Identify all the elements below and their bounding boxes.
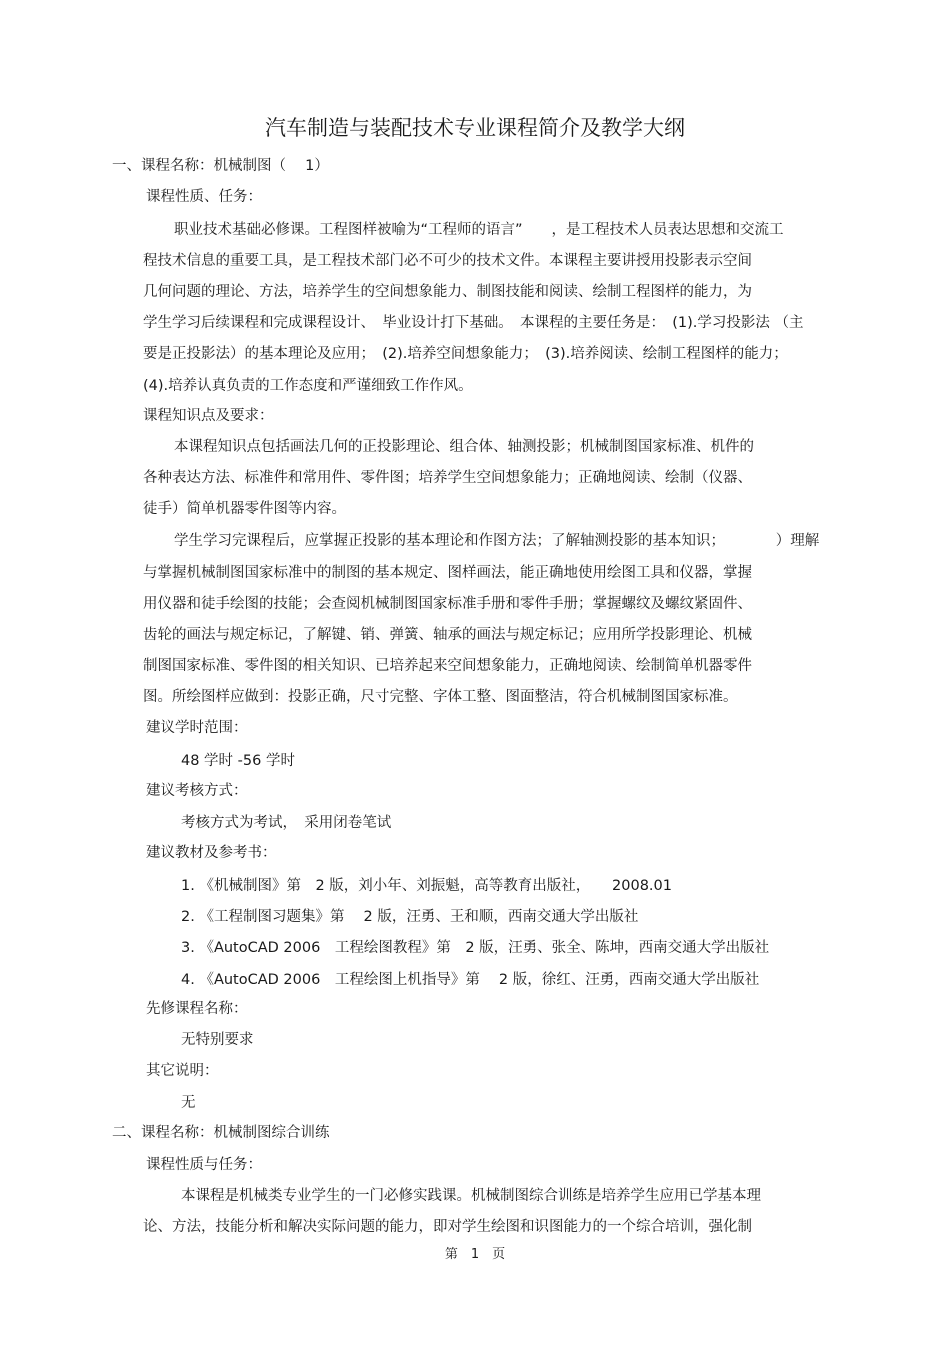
field-label: 课程知识点及要求： bbox=[143, 408, 274, 424]
paragraph-line: 制图国家标准、零件图的相关知识、已培养起来空间想象能力，正确地阅读、绘制简单机器零件 bbox=[143, 658, 752, 674]
field-label: 课程性质、任务： bbox=[146, 189, 262, 205]
paragraph-line: 徒手）简单机器零件图等内容。 bbox=[143, 501, 346, 517]
paragraph-line: 与掌握机械制图国家标准中的制图的基本规定、图样画法，能正确地使用绘图工具和仪器，掌握 bbox=[143, 565, 752, 581]
field-label: 先修课程名称： bbox=[146, 1001, 248, 1017]
reference-book: 2. 《工程制图习题集》第 2 版，汪勇、王和顺，西南交通大学出版社 bbox=[181, 909, 639, 925]
paragraph-line: 几何问题的理论、方法，培养学生的空间想象能力、制图技能和阅读、绘制工程图样的能力，为 bbox=[143, 284, 752, 300]
field-label: 其它说明： bbox=[146, 1063, 219, 1079]
paragraph-line: 用仪器和徒手绘图的技能；会查阅机械制图国家标准手册和零件手册；掌握螺纹及螺纹紧固件、 bbox=[143, 596, 752, 612]
paragraph-line: 论、方法，技能分析和解决实际问题的能力，即对学生绘图和识图能力的一个综合培训，强化制 bbox=[143, 1219, 752, 1235]
paragraph-line: 齿轮的画法与规定标记，了解键、销、弹簧、轴承的画法与规定标记；应用所学投影理论、机械 bbox=[143, 627, 752, 643]
field-label: 建议教材及参考书： bbox=[146, 845, 277, 861]
paragraph-line: 要是正投影法）的基本理论及应用； (2).培养空间想象能力； (3).培养阅读、绘制工程图样的能力； bbox=[143, 346, 788, 362]
paragraph-line: 本课程知识点包括画法几何的正投影理论、组合体、轴测投影；机械制图国家标准、机件的 bbox=[174, 439, 754, 455]
paragraph-line: 各种表达方法、标准件和常用件、零件图；培养学生空间想象能力；正确地阅读、绘制（仪器、 bbox=[143, 470, 752, 486]
paragraph-line: 程技术信息的重要工具，是工程技术部门必不可少的技术文件。本课程主要讲授用投影表示空间 bbox=[143, 253, 752, 269]
field-value: 48 学时 -56 学时 bbox=[181, 753, 295, 769]
paragraph-line: 图。所绘图样应做到：投影正确，尺寸完整、字体工整、图面整洁，符合机械制图国家标准。 bbox=[143, 689, 738, 705]
reference-book: 4. 《AutoCAD 2006 工程绘图上机指导》第 2 版，徐红、汪勇，西南交通大学出版社 bbox=[181, 972, 760, 988]
field-label: 建议考核方式： bbox=[146, 783, 248, 799]
field-value: 考核方式为考试， 采用闭卷笔试 bbox=[181, 815, 392, 831]
field-label: 课程性质与任务： bbox=[146, 1157, 262, 1173]
field-value: 无特别要求 bbox=[181, 1032, 254, 1048]
section-heading: 二、课程名称：机械制图综合训练 bbox=[112, 1125, 330, 1141]
paragraph-line: 学生学习完课程后，应掌握正投影的基本理论和作图方法；了解轴测投影的基本知识； ）理解 bbox=[174, 533, 820, 549]
paragraph-line: (4).培养认真负责的工作态度和严谨细致工作作风。 bbox=[143, 378, 473, 394]
reference-book: 1. 《机械制图》第 2 版，刘小年、刘振魁，高等教育出版社， 2008.01 bbox=[181, 878, 672, 894]
field-value: 无 bbox=[181, 1095, 196, 1111]
field-label: 建议学时范围： bbox=[146, 720, 248, 736]
document-title: 汽车制造与装配技术专业课程简介及教学大纲 bbox=[265, 116, 685, 140]
paragraph-line: 本课程是机械类专业学生的一门必修实践课。机械制图综合训练是培养学生应用已学基本理 bbox=[181, 1188, 761, 1204]
page-number: 第 1 页 bbox=[444, 1247, 506, 1262]
reference-book: 3. 《AutoCAD 2006 工程绘图教程》第 2 版，汪勇、张全、陈坤，西南交通大学出版社 bbox=[181, 940, 770, 956]
paragraph-line: 学生学习后续课程和完成课程设计、 毕业设计打下基础。 本课程的主要任务是： (1).学习投影法 （主 bbox=[143, 315, 804, 331]
paragraph-line: 职业技术基础必修课。工程图样被喻为“工程师的语言” ，是工程技术人员表达思想和交流工 bbox=[174, 222, 784, 238]
section-heading: 一、课程名称：机械制图（ 1） bbox=[112, 158, 329, 174]
